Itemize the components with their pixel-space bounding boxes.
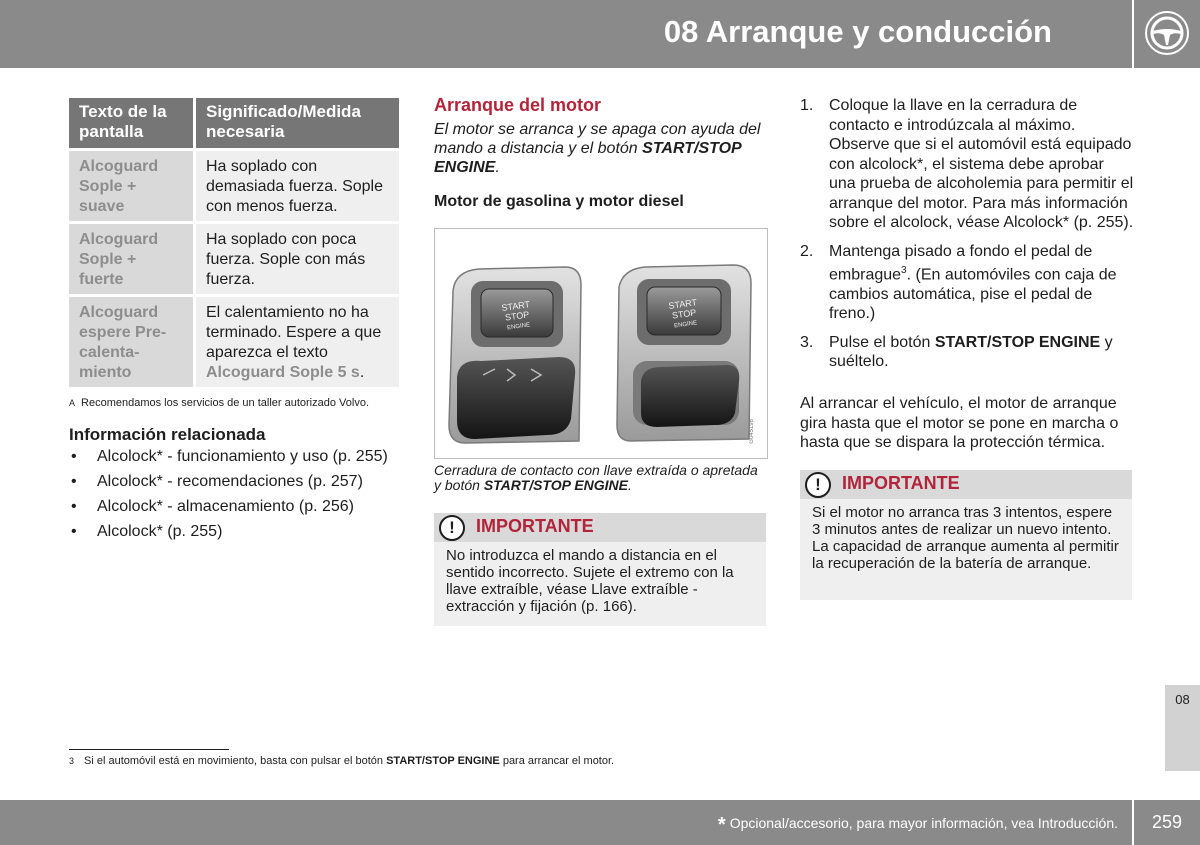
ignition-illustration <box>435 229 767 458</box>
related-link[interactable]: • Alcolock* (p. 255) <box>69 519 388 544</box>
table-footnote-mark: A <box>69 398 76 408</box>
table-cell-text: Ha soplado con poca fuerza. Sople con más fuerza. <box>196 224 399 294</box>
related-link[interactable]: • Alcolock* - funcionamiento y uso (p. 255) <box>69 444 388 469</box>
step-number: 2. <box>800 242 814 260</box>
important-box <box>800 470 1132 600</box>
related-link[interactable]: • Alcolock* - almacenamiento (p. 256) <box>69 494 388 519</box>
asterisk-mark: * <box>717 814 726 836</box>
important-text: Si el motor no arranca tras 3 intentos, espere 3 minutos antes de realizar un nuevo intento. La capacidad de arranque aumenta al permitir la recuperación de la batería de arranque. <box>812 504 1119 572</box>
step-text: y suéltelo. <box>829 333 1113 371</box>
related-info-title: Información relacionada <box>69 425 266 444</box>
footer-bar <box>0 800 1132 845</box>
chapter-icon-box <box>1134 0 1200 68</box>
step-text: Coloque la llave en la cerradura de contacto e introdúzcala al máximo. Observe que si el automóvil está equipado con alcolock*, el sistema debe aprobar una prueba de alcoholemia para permitir el arranque del motor. Para más información sobre el alcolock, véase Alcolock* (p. 255). <box>829 97 1134 231</box>
step-text: . (En automóviles con caja de cambios automática, pise el pedal de freno.) <box>829 266 1117 323</box>
page-footnote <box>69 755 614 767</box>
step-item <box>800 242 1134 324</box>
related-info-list <box>69 444 388 544</box>
footnote-text: Si el automóvil está en movimiento, basta con pulsar el botón <box>84 755 387 767</box>
step-bold: START/STOP ENGINE <box>934 333 1101 351</box>
footnote-number: 3 <box>69 756 75 766</box>
table-row <box>69 297 399 387</box>
footnote-text: para arrancar el motor. <box>499 755 615 767</box>
footnote-ref: 3 <box>901 265 907 276</box>
cell-text-part: El calentamiento no ha terminado. Espere a que aparezca el texto <box>206 304 382 361</box>
intro-bold: START/STOP ENGINE <box>434 140 742 176</box>
important-text: No introduzca el mando a distancia en el sentido incorrecto. Sujete el extremo con la llave extraíble, véase Llave extraíble - extracción y fijación (p. 166). <box>446 547 734 615</box>
table-cell-text <box>196 297 399 387</box>
chapter-tab-label: 08 <box>1175 692 1190 707</box>
right-remote-key <box>641 365 739 427</box>
step-text: Pulse el botón <box>829 333 935 351</box>
optional-accessory-text: Opcional/accesorio, para mayor información, vea Introducción. <box>729 815 1118 831</box>
steering-wheel-icon <box>1144 10 1190 56</box>
warning-icon: ! <box>805 472 831 498</box>
section-intro <box>434 120 766 177</box>
optional-accessory-note <box>718 814 1118 837</box>
step-text: Mantenga pisado a fondo el pedal de embrague <box>829 242 1093 284</box>
warning-icon: ! <box>439 515 465 541</box>
step-item <box>800 333 1134 372</box>
table-cell-label: Alcoguard Sople + suave <box>69 151 193 221</box>
left-remote-key <box>457 357 575 439</box>
intro-part: . <box>495 159 500 176</box>
table-cell-label: Alcoguard espere Pre-calenta-miento <box>69 297 193 387</box>
table-cell-text: Ha soplado con demasiada fuerza. Sople con menos fuerza. <box>196 151 399 221</box>
table-row <box>69 224 399 294</box>
header-bar <box>0 0 1132 68</box>
table-header-row <box>69 98 399 148</box>
table-footnote-text: Recomendamos los servicios de un taller autorizado Volvo. <box>81 397 369 409</box>
caption-part: Cerradura de contacto con llave extraída o apretada y botón <box>434 462 758 493</box>
chapter-tab <box>1165 685 1200 771</box>
intro-part: El motor se arranca y se apaga con ayuda del mando a distancia y el botón <box>434 121 761 157</box>
section-subtitle: Motor de gasolina y motor diesel <box>434 193 684 210</box>
section-title: Arranque del motor <box>434 95 602 115</box>
step-number: 1. <box>800 97 814 114</box>
important-title: IMPORTANTE <box>476 516 594 536</box>
cell-text-highlight: Alcoguard Sople 5 s <box>206 364 360 381</box>
figure-caption <box>434 463 768 493</box>
footnote-divider <box>69 749 229 750</box>
important-header <box>800 470 1132 499</box>
table-footnote <box>69 397 369 409</box>
table-header-display-text: Texto de la pantalla <box>69 98 193 148</box>
footnote-bold: START/STOP ENGINE <box>386 755 500 767</box>
important-box <box>434 513 766 626</box>
table-cell-label: Alcoguard Sople + fuerte <box>69 224 193 294</box>
related-link[interactable]: • Alcolock* - recomendaciones (p. 257) <box>69 469 388 494</box>
left-button-label: STARTSTOPENGINE <box>500 299 531 332</box>
chapter-title: 08 Arranque y conducción <box>663 14 1052 49</box>
important-header <box>434 513 766 542</box>
step-item <box>800 96 1134 233</box>
page-number-box <box>1134 800 1200 845</box>
important-title: IMPORTANTE <box>842 473 960 493</box>
ignition-figure <box>434 228 768 459</box>
table-row <box>69 151 399 221</box>
caption-bold: START/STOP ENGINE <box>483 477 628 493</box>
step-number: 3. <box>800 333 814 351</box>
table-header-meaning: Significado/Medida necesaria <box>196 98 399 148</box>
alcoguard-table <box>69 98 399 390</box>
figure-id: G045198 <box>749 419 755 444</box>
page-number: 259 <box>1151 812 1183 832</box>
right-button-label: STARTSTOPENGINE <box>667 297 698 330</box>
cell-text-part: . <box>359 364 365 381</box>
start-steps <box>800 96 1134 381</box>
start-paragraph: Al arrancar el vehículo, el motor de arranque gira hasta que el motor se pone en marcha o hasta que se dispara la protección térmica. <box>800 395 1119 451</box>
caption-part: . <box>628 477 632 493</box>
